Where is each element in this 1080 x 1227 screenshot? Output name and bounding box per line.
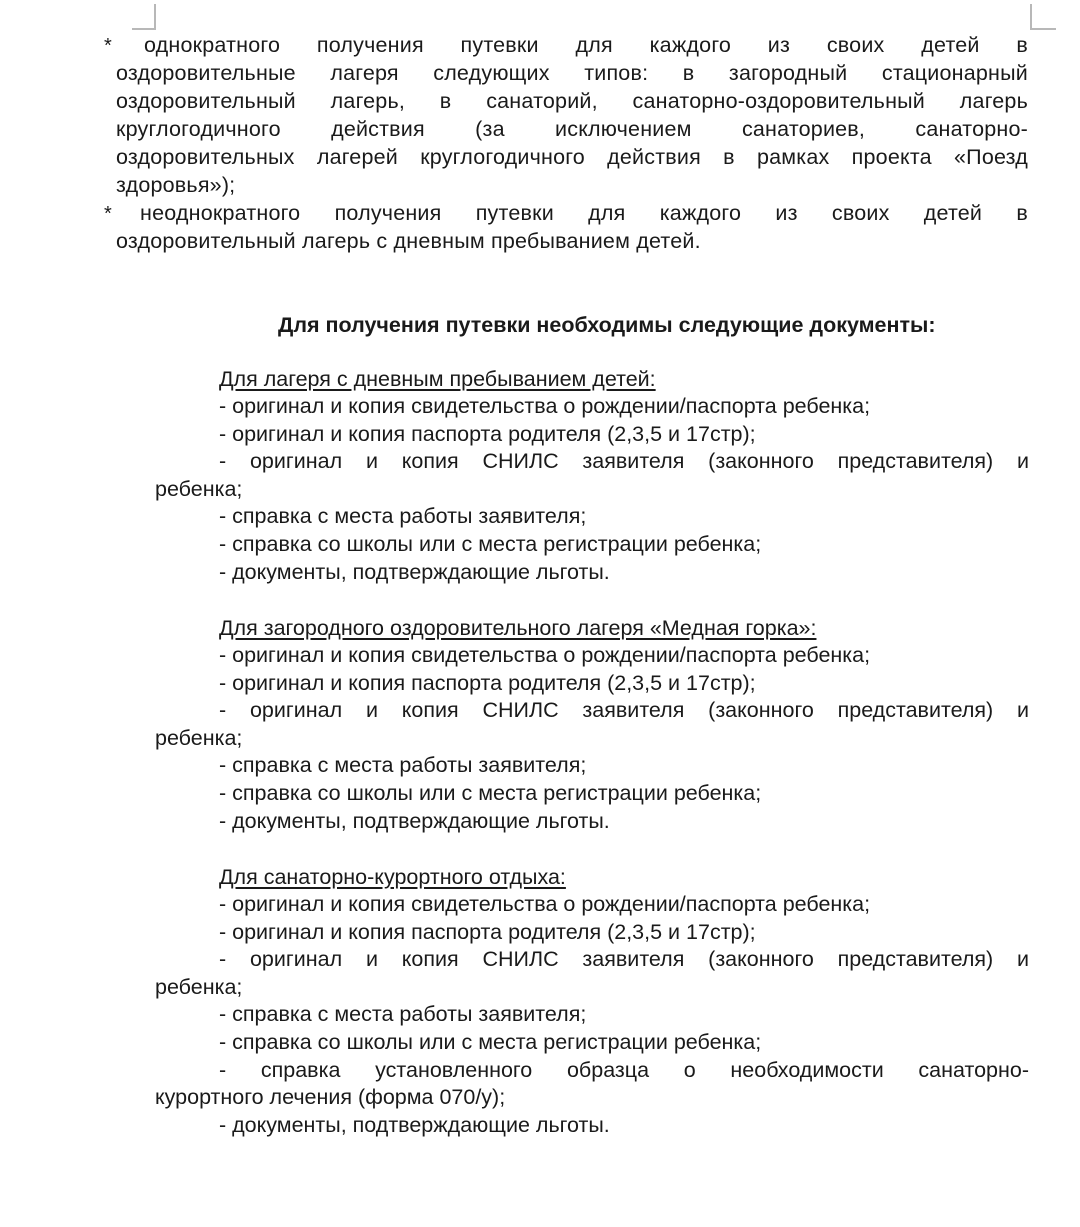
section-country-camp (0, 614, 1080, 835)
bullet-item (0, 31, 1080, 199)
bullet-line: однократного получения путевки для каждого из своих детей в (144, 33, 1028, 57)
page-corner-marker-left (132, 4, 156, 30)
list-item: - оригинал и копия паспорта родителя (2,3,5 и 17стр); (219, 919, 756, 944)
documents-heading: Для получения путевки необходимы следующие документы: (278, 313, 936, 337)
bullet-line: оздоровительный лагерь с дневным пребыванием детей. (116, 229, 701, 253)
list-item: - справка с места работы заявителя; (219, 753, 587, 778)
list-item: - оригинал и копия паспорта родителя (2,3,5 и 17стр); (219, 421, 756, 446)
list-item: - документы, подтверждающие льготы. (219, 559, 610, 584)
section-sanatorium (0, 863, 1080, 1139)
list-item: - оригинал и копия свидетельства о рождении/паспорта ребенка; (219, 394, 871, 418)
bullet-item (0, 199, 1080, 255)
section-title: Для лагеря с дневным пребыванием детей: (219, 367, 656, 391)
list-item: - справка с места работы заявителя; (219, 1002, 587, 1027)
list-item: - оригинал и копия паспорта родителя (2,3,5 и 17стр); (219, 670, 756, 695)
list-item: - документы, подтверждающие льготы. (219, 808, 610, 833)
list-item: - оригинал и копия свидетельства о рождении/паспорта ребенка; (219, 643, 871, 667)
section-title: Для санаторно-курортного отдыха: (219, 865, 566, 889)
bullet-line: оздоровительные лагеря следующих типов: в загородный стационарный (116, 61, 1028, 85)
list-item: - оригинал и копия СНИЛС заявителя (законного представителя) и ребенка; (155, 947, 1029, 999)
bullet-line: здоровья»); (116, 173, 236, 197)
bullet-marker: * (104, 203, 112, 225)
bullet-line: оздоровительных лагерей круглогодичного действия в рамках проекта «Поезд (116, 145, 1028, 169)
bullet-marker: * (104, 35, 112, 57)
section-day-camp (0, 365, 1080, 586)
list-item: - справка со школы или с места регистрации ребенка; (219, 531, 762, 556)
list-item: - оригинал и копия СНИЛС заявителя (законного представителя) и ребенка; (155, 698, 1029, 750)
bullet-line: неоднократного получения путевки для каждого из своих детей в (140, 201, 1028, 225)
bullet-line: круглогодичного действия (за исключением санаториев, санаторно- (116, 117, 1028, 141)
bullet-line: оздоровительный лагерь, в санаторий, санаторно-оздоровительный лагерь (116, 89, 1028, 113)
list-item: - оригинал и копия СНИЛС заявителя (законного представителя) и ребенка; (155, 449, 1029, 501)
page-corner-marker-right (1030, 4, 1056, 30)
list-item: - документы, подтверждающие льготы. (219, 1112, 610, 1137)
section-title: Для загородного оздоровительного лагеря «Медная горка»: (219, 616, 817, 640)
list-item: - справка со школы или с места регистрации ребенка; (219, 1029, 762, 1054)
list-item: - справка с места работы заявителя; (219, 504, 587, 529)
list-item: - справка установленного образца о необходимости санаторно- курортного лечения (форма 070/у); (155, 1057, 1029, 1110)
bullet-list (0, 31, 1080, 255)
list-item: - оригинал и копия свидетельства о рождении/паспорта ребенка; (219, 892, 871, 916)
list-item: - справка со школы или с места регистрации ребенка; (219, 780, 762, 805)
